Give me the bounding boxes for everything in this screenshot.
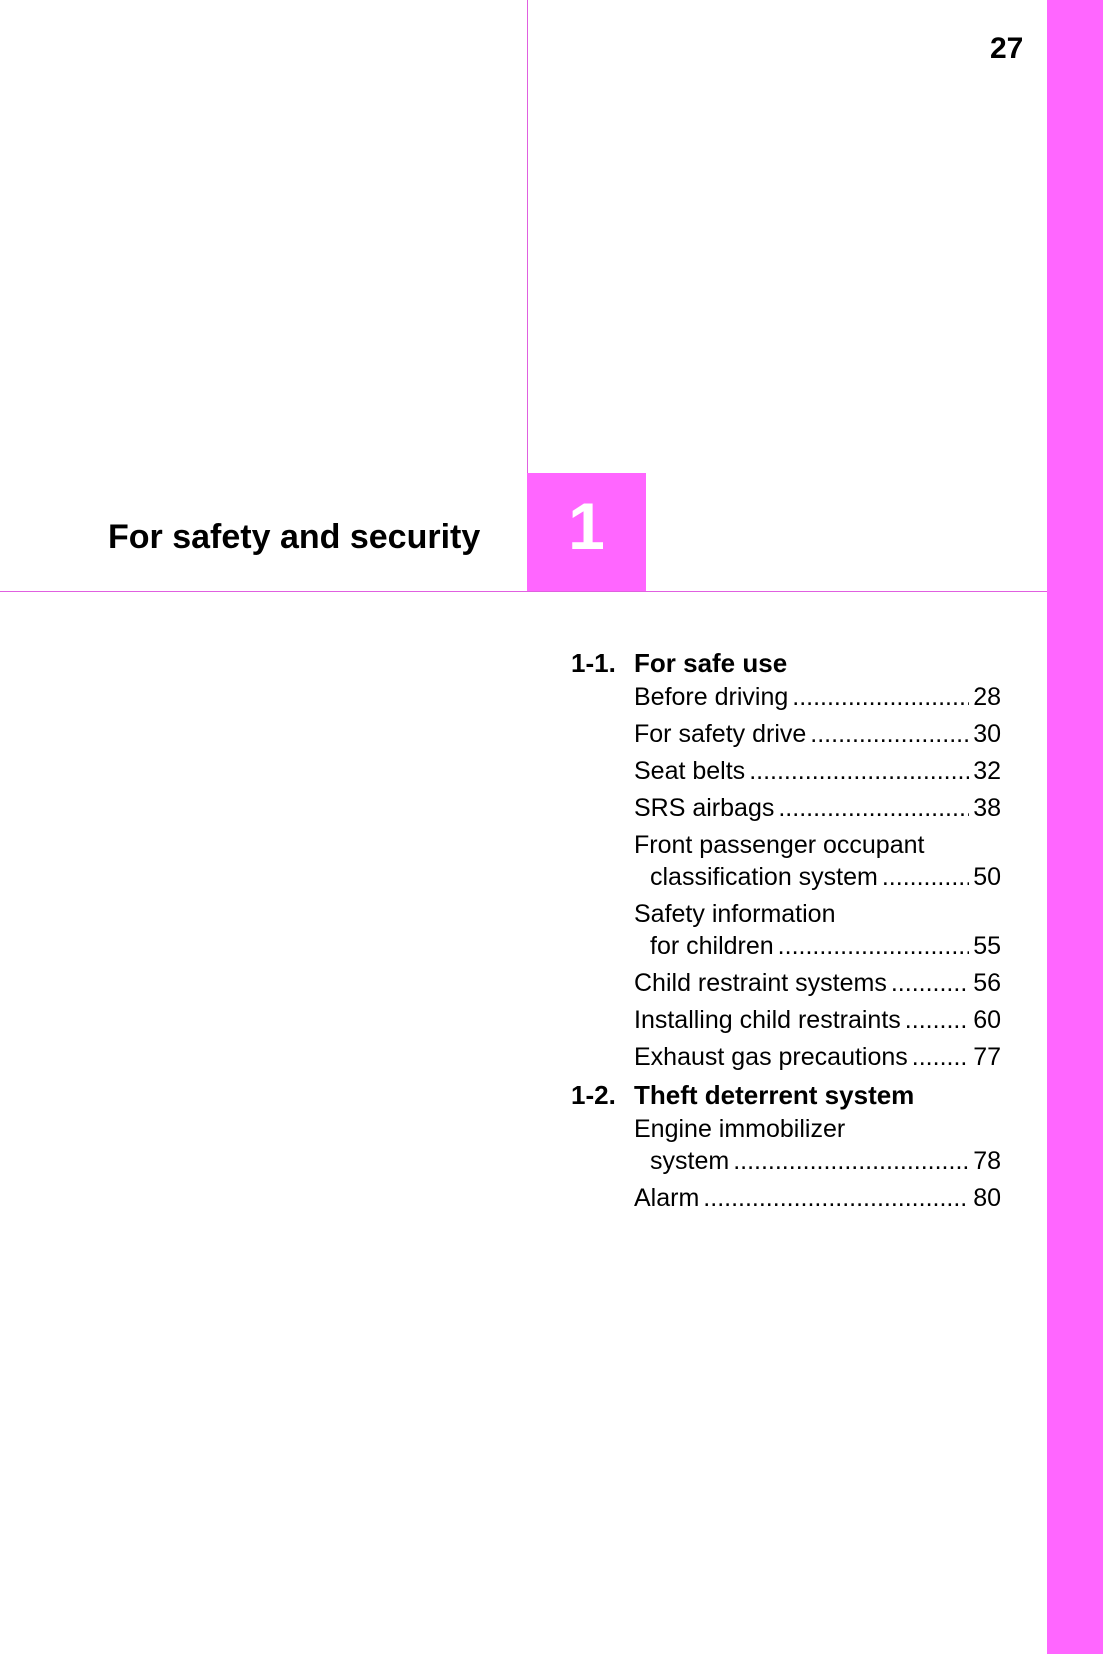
section-number: 1-2. bbox=[571, 1080, 616, 1110]
section-number: 1-1. bbox=[571, 648, 616, 678]
toc-entry[interactable] bbox=[634, 967, 1001, 999]
dot-leader bbox=[749, 755, 969, 787]
entry-label: Seat belts bbox=[634, 757, 746, 785]
entry-label: Child restraint systems bbox=[634, 969, 887, 997]
dot-leader bbox=[778, 930, 970, 962]
table-of-contents bbox=[571, 646, 1001, 1219]
entry-page: 28 bbox=[973, 683, 1001, 711]
chapter-number: 1 bbox=[568, 489, 605, 563]
entry-label: Installing child restraints bbox=[634, 1006, 901, 1034]
entry-page: 80 bbox=[973, 1184, 1001, 1212]
entry-label: Front passenger occupant bbox=[634, 831, 925, 859]
entry-page: 77 bbox=[973, 1043, 1001, 1071]
section-title: For safe use bbox=[634, 648, 788, 678]
dot-leader bbox=[733, 1145, 969, 1177]
entry-page: 50 bbox=[973, 863, 1001, 891]
dot-leader bbox=[891, 967, 969, 999]
horizontal-divider bbox=[0, 591, 1047, 592]
page-number: 27 bbox=[990, 32, 1024, 65]
section-title: Theft deterrent system bbox=[634, 1080, 915, 1110]
dot-leader bbox=[792, 681, 969, 713]
dot-leader bbox=[778, 792, 969, 824]
toc-entry[interactable] bbox=[634, 792, 1001, 824]
entry-label: Exhaust gas precautions bbox=[634, 1043, 908, 1071]
chapter-title: For safety and security bbox=[108, 518, 481, 556]
entry-label-continued: for children bbox=[650, 932, 774, 960]
chapter-number-box bbox=[527, 473, 646, 591]
entry-label-continued: system bbox=[650, 1147, 730, 1175]
toc-entry[interactable] bbox=[634, 718, 1001, 750]
dot-leader bbox=[810, 718, 969, 750]
entry-page: 78 bbox=[973, 1147, 1001, 1175]
entry-page: 56 bbox=[973, 969, 1001, 997]
toc-entry[interactable] bbox=[634, 829, 1001, 893]
toc-section-heading bbox=[571, 1078, 1001, 1113]
entry-label: Engine immobilizer bbox=[634, 1115, 846, 1143]
entry-label: SRS airbags bbox=[634, 794, 775, 822]
entry-label: For safety drive bbox=[634, 720, 807, 748]
entry-label: Safety information bbox=[634, 900, 836, 928]
entry-page: 60 bbox=[973, 1006, 1001, 1034]
toc-entry[interactable] bbox=[634, 1041, 1001, 1073]
toc-entry[interactable] bbox=[634, 1004, 1001, 1036]
toc-entry[interactable] bbox=[634, 681, 1001, 713]
entry-page: 55 bbox=[973, 932, 1001, 960]
dot-leader bbox=[912, 1041, 969, 1073]
entry-label-continued: classification system bbox=[650, 863, 878, 891]
entry-page: 32 bbox=[973, 757, 1001, 785]
dot-leader bbox=[703, 1182, 969, 1214]
toc-entry[interactable] bbox=[634, 1182, 1001, 1214]
toc-entry[interactable] bbox=[634, 898, 1001, 962]
toc-entry[interactable] bbox=[634, 755, 1001, 787]
entry-page: 38 bbox=[973, 794, 1001, 822]
chapter-side-tab bbox=[1047, 0, 1103, 1654]
entry-label: Before driving bbox=[634, 683, 789, 711]
dot-leader bbox=[905, 1004, 969, 1036]
entry-page: 30 bbox=[973, 720, 1001, 748]
dot-leader bbox=[882, 861, 969, 893]
toc-section-heading bbox=[571, 646, 1001, 681]
entry-label: Alarm bbox=[634, 1184, 700, 1212]
toc-entry[interactable] bbox=[634, 1113, 1001, 1177]
